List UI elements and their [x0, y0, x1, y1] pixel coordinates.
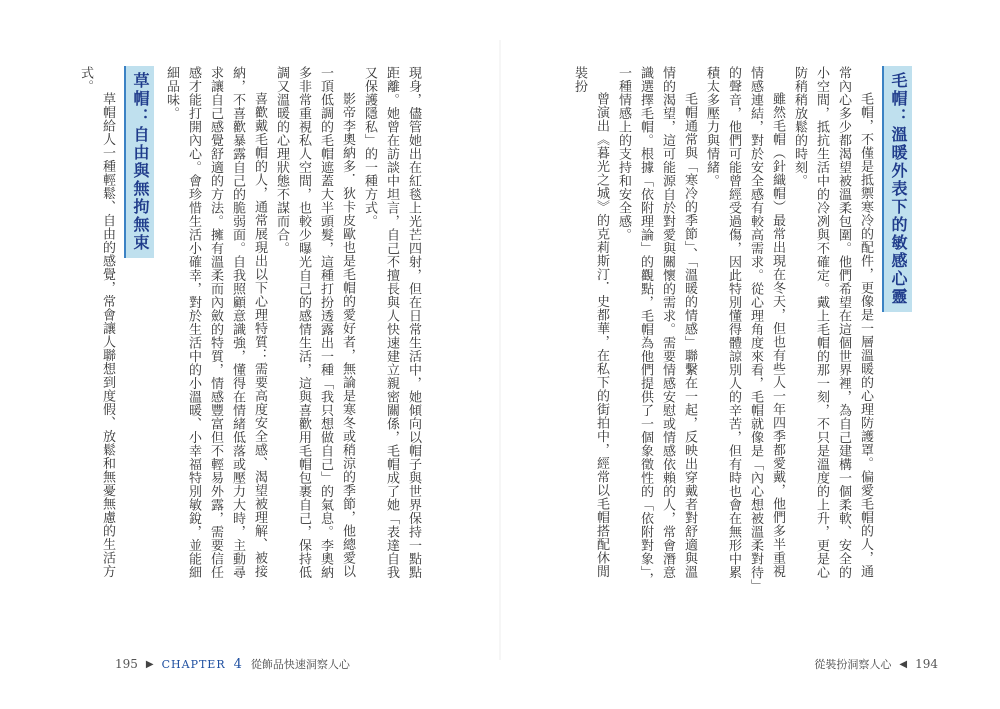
- paragraph: 喜歡戴毛帽的人，通常展現出以下心理特質：需要高度安全感、渴望被理解、被接納，不喜歡暴露自己的脆弱面。自我照顧意識強，懂得在情緒低落或壓力大時，主動尋求讓自己感覺舒適的方法。擁有溫柔而內斂的特質，情感豐富但不輕易外露，需要信任感才能打開內心。會珍惜生活小確幸，對於生活中的小溫暖、小幸福特別敏銳，並能細細品味。: [164, 66, 267, 579]
- paragraph: 雖然毛帽（針織帽）最常出現在冬天，但也有些人一年四季都愛戴，他們多半重視情感連結，對於安全感有較高需求。從心理角度來看，毛帽就像是「內心想被溫柔對待」的聲音，他們可能曾經受過傷，因此特別懂得體諒別人的辛苦，但有時也會在無形中累積太多壓力與情緒。: [704, 66, 785, 586]
- paragraph: 草帽給人一種輕鬆、自由的感覺，常會讓人聯想到度假、放鬆和無憂無慮的生活方式。: [78, 66, 115, 578]
- paragraph: 毛帽，不僅是抵禦寒冷的配件，更像是一層溫暖的心理防護罩。偏愛毛帽的人，通常內心多少都渴望被溫柔包圍。他們希望在這個世界裡，為自己建構一個柔軟、安全的小空間，抵抗生活中的冷冽與不確定。戴上毛帽的那一刻，不只是溫度的上升，更是心防稍稍放鬆的時刻。: [792, 66, 873, 579]
- chapter-title: 從飾品快速洞察人心: [250, 658, 350, 671]
- paragraph: 現身，儘管她出在紅毯上光芒四射，但在日常生活中，她傾向以帽子與世界保持一點點距離。她曾在訪談中坦言，自己不擅長與人快速建立親密關係，毛帽成了她「表達自我又保護隱私」的一種方式。: [362, 66, 421, 579]
- paragraph: 曾演出《暮光之城》的克莉斯汀．史都華，在私下的街拍中，經常以毛帽搭配休閒裝扮: [572, 66, 609, 578]
- page-number: 194: [915, 657, 938, 671]
- arrow-right-icon: ▶: [145, 658, 154, 670]
- paragraph: 毛帽通常與「寒冷的季節」、「溫暖的情感」聯繫在一起，反映出穿戴者對舒適與溫情的渴望，這可能源自於對愛與關懷的需求。需要情感安慰或情感依賴的人，常會潛意識選擇毛帽。根據「依附理論」的觀點，毛帽為他們提供了一個象徵性的「依附對象」，一種情感上的支持和安全感。: [616, 66, 697, 586]
- right-footer: [814, 656, 938, 672]
- page-number: 195: [115, 657, 138, 671]
- section-running-title: 從裝扮洞察人心: [814, 658, 892, 671]
- arrow-left-icon: ◀: [899, 658, 908, 670]
- section-heading-straw-hat: 草帽：自由與無拘無束: [124, 66, 154, 258]
- paragraph: 影帝李奧納多．狄卡皮歐也是毛帽的愛好者，無論是寒冬或稍涼的季節，他總愛以一頂低調的毛帽遮蓋大半頭髮，這種打扮透露出一種「我只想做自己」的氣息。李奧納多非常重視私人空間，也較少曝光自己的感情生活，這與喜歡用毛帽包裹自己，保持低調又溫暖的心理狀態不謀而合。: [274, 66, 355, 579]
- section-heading-wool-hat: 毛帽：溫暖外表下的敏感心靈: [882, 66, 912, 312]
- gutter: [499, 40, 501, 660]
- right-page-text: [572, 66, 918, 586]
- left-page-text: [68, 66, 424, 586]
- left-footer: [115, 656, 350, 672]
- chapter-number: 4: [233, 656, 243, 672]
- chapter-label: CHAPTER: [161, 657, 226, 671]
